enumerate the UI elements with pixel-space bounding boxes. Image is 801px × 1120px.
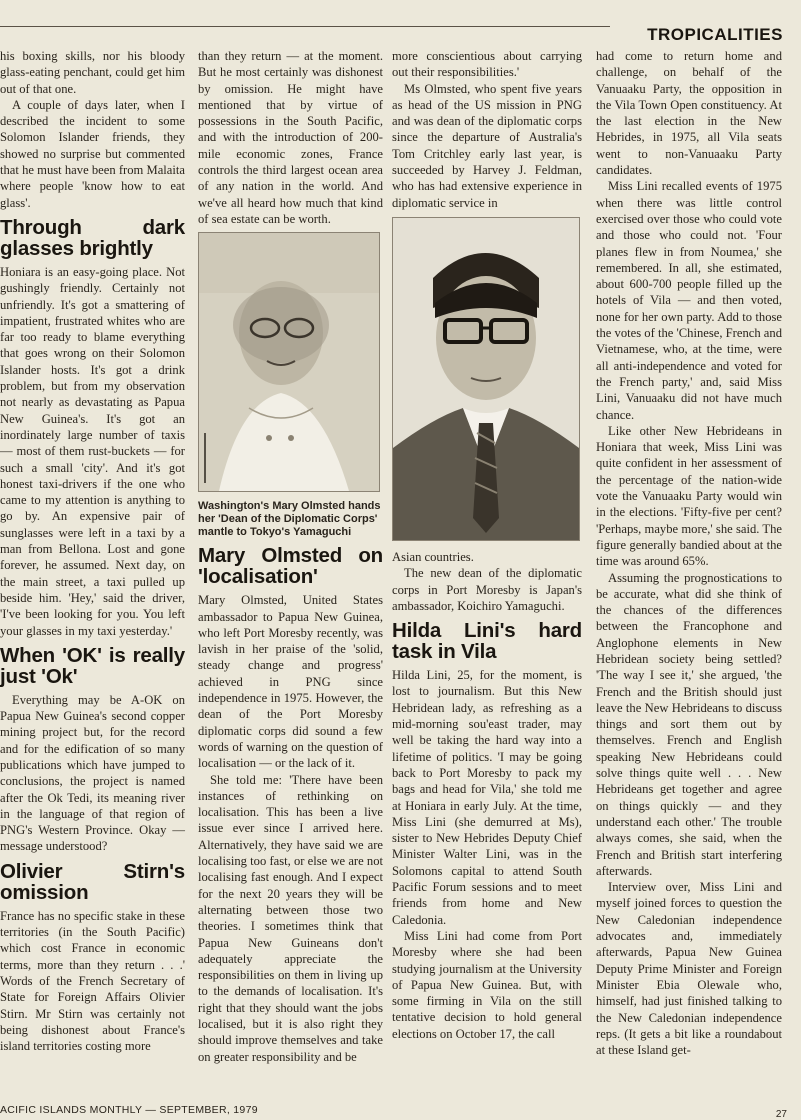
paragraph: Interview over, Miss Lini and myself joined forces to question the New Caledonian independence advocates and, immediately afterwards, Papua New Guinea Deputy Prime Minister and Foreign Minister Ebia Olewale who, himself, had just finished talking to the New Caledonian independence reps. (It gets a bit like a roundabout at these Island get- [596, 880, 782, 1058]
paragraph: Miss Lini recalled events of 1975 when there was little control exercised over those who could vote and those who could not. 'Four planes flew in from Noumea,' she remembered. In all, she estimated, about 600-700 people filled up the hotels of Vila — and then voted, none for her own party. Add to those the votes of the 'Chinese, French and Vietnamese, who, at the time, were all anti-independence and voted for the French party,' and, said Miss Lini, Vanuaaku did not have much chance. [596, 179, 782, 422]
section-title: TROPICALITIES [647, 25, 783, 44]
paragraph: France has no specific stake in these territories (in the South Pacific) which cost France in economic terms, more than they return . . .' Words of the French Secretary of State for Foreign Affairs Olivier Stirn. Mr Stirn was certainly not being dishonest about France's island territories costing more [0, 908, 185, 1054]
paragraph: Hilda Lini, 25, for the moment, is lost to journalism. But this New Hebridean lady, as refreshing as a mid-morning sou'east trader, may well be taking the hard way into a lifetime of politics. 'I may be going back to Port Moresby to pack my bags and head for Vila,' she told me at Honiara in early July. At the time, Miss Lini (she demurred at Ms), sister to New Hebrides Deputy Chief Minister Walter Lini, was in the Solomons capital to attend South Pacific Forum sessions and to meet friends from home and New Caledonia. [392, 668, 582, 927]
paragraph: A couple of days later, when I described the incident to some Solomon Islander friends, they showed no surprise but commented that he must have been from Malaita where people 'know how to eat glass'. [0, 97, 185, 210]
paragraph: Miss Lini had come from Port Moresby where she had been studying journalism at the University of Papua New Guinea. But, with some firming in Vila on the still tentative decision to hold general elections on October 17, the call [392, 928, 582, 1041]
article-heading: Hilda Lini's hard task in Vila [392, 619, 582, 664]
paragraph: Honiara is an easy-going place. Not gushingly friendly. Certainly not unfriendly. It's got a smattering of impatient, frustrated whites who are far too ready to blame everything that goes wrong on their Solomon Islander hosts. It's got a drink problem, but from my observation not nearly as devastating as Papua New Guinea's. It's got an inordinately large number of taxis — most of them rust-buckets — for such a small 'city'. And it's got honest taxi-drivers if the one who came to my attention is anything to go by. An expensive pair of sunglasses were left in a taxi by a man from Bellona. Lost and gone forever, he assumed. Next day, on the main street, a taxi pulled up beside him. 'Hey,' said the driver, 'I've been looking for you. You left your glasses in my taxi yesterday.' [0, 264, 185, 638]
paragraph: Mary Olmsted, United States ambassador to Papua New Guinea, who left Port Moresby recently, was lavish in her praise of the 'solid, steady change and progress' achieved in PNG since independence in 1975. However, the dean of the Port Moresby diplomatic corps did sound a few words of warning on the question of localisation — or the lack of it. [198, 593, 383, 771]
photo-koichiro-yamaguchi [392, 217, 580, 541]
paragraph: than they return — at the moment. But he most certainly was dishonest by omission. He might have mentioned that by virtue of possessions in the South Pacific, and with the introduction of 200-mile economic zones, France controls the third largest ocean area of any nation in the world. And we've all heard how much that kind of sea estate can be worth. [198, 49, 383, 226]
page-footer: ACIFIC ISLANDS MONTHLY — SEPTEMBER, 1979 [0, 1104, 258, 1116]
header-rule [0, 26, 610, 27]
article-heading: When 'OK' is really just 'Ok' [0, 643, 185, 688]
column-3 [392, 48, 582, 1042]
paragraph: Assuming the prognostications to be accurate, what did she think of the chances of the differences between the Francophone and Anglophone elements in New Hebridean society being settled? 'The way I see it,' she argued, 'the French and the British should just leave the New Hebrideans to discuss things and sort them out by themselves. French and English speaking New Hebrideans could solve things quite well . . . New Hebrideans get together and agree on things quickly — and they understand each other.' The trouble always comes, she said, when the French and British start interfering afterwards. [596, 570, 782, 878]
article-heading: Mary Olmsted on 'localisation' [198, 544, 383, 589]
paragraph: Asian countries. [392, 549, 474, 564]
column-2 [198, 48, 383, 1065]
page-number: 27 [775, 1109, 787, 1120]
paragraph: She told me: 'There have been instances of rethinking on localisation. This has been a live issue ever since I arrived here. Alternatively, they have said we are localising too fast, or else we are not localising fast enough. And I expect for the next 20 years they will be alternating between those two theories. I sometimes think that Papua New Guineans don't adequately appreciate the responsibilities on them in living up to the demands of localisation. It's right that they should want the jobs localised, but it is also right they should improve themselves and take on greater responsibility and be [198, 772, 383, 1064]
article-heading: Through dark glasses brightly [0, 215, 185, 260]
column-1 [0, 48, 185, 1054]
photo-caption: Washington's Mary Olmsted hands her 'Dean of the Diplomatic Corps' mantle to Tokyo's Yamaguchi [198, 500, 381, 539]
paragraph: more conscientious about carrying out their responsibilities.' [392, 49, 582, 80]
photo-mary-olmsted [198, 232, 380, 492]
column-4 [596, 48, 782, 1058]
paragraph: his boxing skills, nor his bloody glass-eating penchant, could get him out of that one. [0, 49, 185, 96]
paragraph: The new dean of the diplomatic corps in Port Moresby is Japan's ambassador, Koichiro Yamaguchi. [392, 566, 582, 613]
article-heading: Olivier Stirn's omission [0, 859, 185, 904]
paragraph: Everything may be A-OK on Papua New Guinea's second copper mining project but, for the record and for the edification of so many publications which have jumped to conclusions, the project is named after the Ok Tedi, its meaning river in the language of that region of PNG's Western Province. Okay — message understood? [0, 692, 185, 854]
paragraph: had come to return home and challenge, on behalf of the Vanuaaku Party, the opposition in the Vila Town Open constituency. At the last election in the New Hebrides, in 1975, all Vila seats went to non-Vanuaaku Party candidates. [596, 49, 782, 178]
paragraph: Like other New Hebrideans in Honiara that week, Miss Lini was quite confident in her assessment of the percentage of the nation-wide vote the Vanuaaku Party would win in the elections. 'Fifty-five per cent? 'Perhaps, maybe more,' she said. The figure generally bandied about at the time was around 65%. [596, 423, 782, 569]
paragraph: Ms Olmsted, who spent five years as head of the US mission in PNG and was dean of the diplomatic corps since the departure of Australia's Tom Critchley early last year, is succeeded by Harvey J. Feldman, who has had extensive experience in diplomatic service in [392, 81, 582, 210]
